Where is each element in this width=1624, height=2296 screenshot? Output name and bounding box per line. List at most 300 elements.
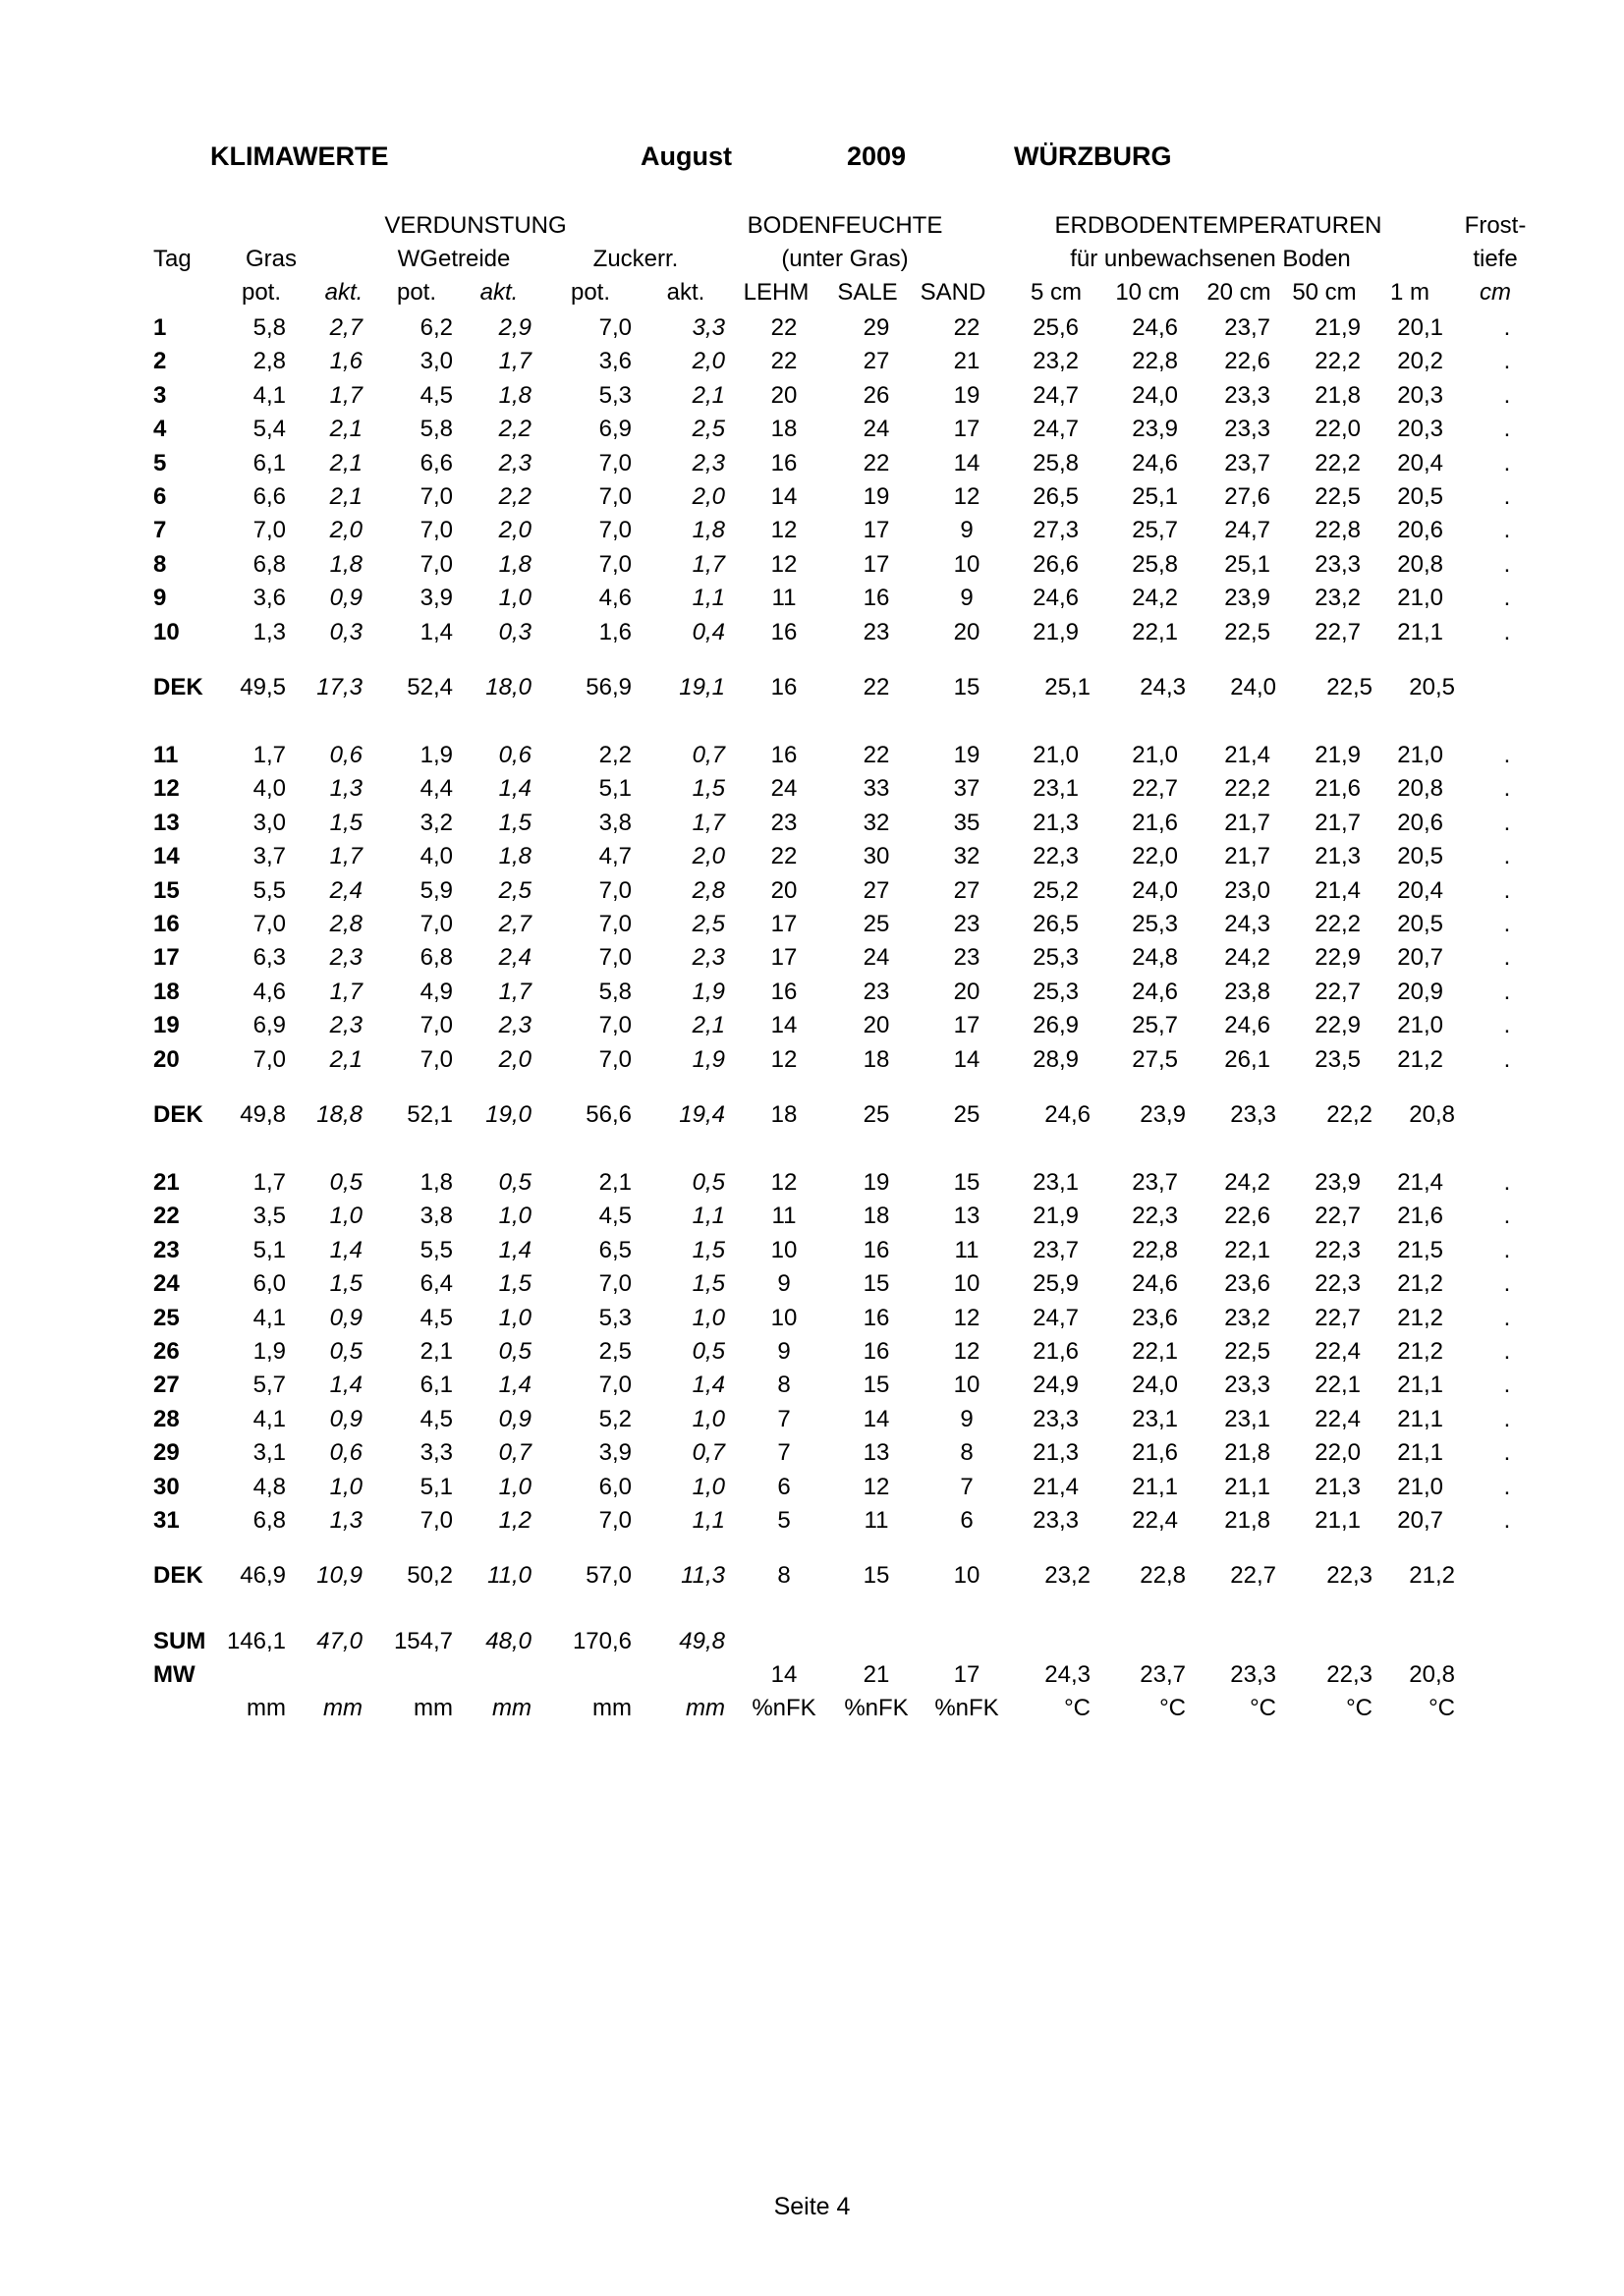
cell-lehm: 20 (770, 381, 798, 409)
cell-wgetreide-pot: 3,9 (420, 585, 453, 612)
cell-lehm: 16 (770, 742, 798, 768)
cell-gras-pot: 6,8 (252, 1507, 286, 1534)
cell-lehm: 23 (770, 809, 798, 836)
cell-temp-50cm: 22,7 (1315, 978, 1361, 1005)
cell-frost: . (1503, 978, 1511, 1005)
cell-temp-50cm: 21,3 (1315, 843, 1361, 870)
decade-summary-row (0, 1101, 1624, 1133)
cell-frost: . (1503, 1405, 1511, 1432)
decade-summary-row (0, 674, 1624, 705)
cell-frost: . (1503, 742, 1511, 768)
cell-temp-10cm: 24,2 (1132, 585, 1178, 612)
cell-wgetreide-akt: 1,8 (498, 843, 532, 870)
cell-temp-5cm: 21,4 (1033, 1473, 1079, 1500)
cell-temp-5cm: 25,3 (1033, 944, 1079, 972)
cell-temp-1m: 20,5 (1397, 483, 1443, 510)
cell-temp-5cm: 24,7 (1033, 381, 1079, 409)
cell-temp-20cm: 22,2 (1224, 775, 1270, 803)
cell-temp-20cm: 21,1 (1224, 1473, 1270, 1500)
cell-temp-10cm: 24,6 (1132, 1270, 1178, 1298)
cell-temp-20cm: 24,3 (1224, 911, 1270, 937)
cell-gras-pot: 6,3 (252, 944, 286, 972)
cell-frost: . (1503, 314, 1511, 341)
cell-temp-20cm: 23,7 (1224, 314, 1270, 341)
cell-lehm: 16 (770, 449, 798, 476)
table-row (0, 1012, 1624, 1043)
cell-temp-50cm: 22,5 (1326, 674, 1372, 700)
cell-temp-5cm: 25,3 (1033, 978, 1079, 1005)
cell-temp-5cm: 23,3 (1033, 1405, 1079, 1432)
cell-temp-20cm: 27,6 (1224, 483, 1270, 510)
cell-wgetreide-pot: 7,0 (420, 483, 453, 510)
cell-zuckerr-pot: 57,0 (586, 1562, 632, 1589)
cell-sale: 21 (863, 1661, 890, 1688)
cell-wgetreide-pot: 4,5 (420, 1304, 453, 1331)
cell-tag: 27 (153, 1372, 180, 1399)
cell-lehm: 16 (770, 674, 798, 700)
cell-tag: 9 (153, 585, 167, 612)
cell-temp-20cm: 23,9 (1224, 585, 1270, 612)
cell-sale: 23 (863, 978, 890, 1005)
cell-sand: 17 (953, 1661, 980, 1688)
cell-lehm: 22 (770, 348, 798, 375)
cell-tag: 5 (153, 449, 167, 476)
cell-temp-1m: 21,2 (1397, 1304, 1443, 1331)
cell-temp-50cm: 22,4 (1315, 1338, 1361, 1365)
cell-tag: 12 (153, 775, 180, 803)
table-row (0, 619, 1624, 650)
cell-tag: 14 (153, 843, 180, 870)
cell-temp-1m: 21,0 (1397, 742, 1443, 768)
cell-sale: 27 (863, 876, 890, 904)
cell-lehm: 12 (770, 1045, 798, 1073)
cell-frost: . (1503, 416, 1511, 443)
cell-wgetreide-akt: 2,4 (498, 944, 532, 972)
cell-lehm: %nFK (752, 1695, 816, 1721)
cell-temp-20cm: 24,2 (1224, 1169, 1270, 1196)
cell-temp-1m: 21,2 (1397, 1270, 1443, 1298)
cell-temp-10cm: 22,0 (1132, 843, 1178, 870)
cell-lehm: 7 (777, 1439, 791, 1467)
cell-wgetreide-pot: 3,2 (420, 809, 453, 836)
cell-temp-1m: 20,1 (1397, 314, 1443, 341)
cell-tag: DEK (153, 1101, 203, 1128)
cell-sale: 15 (863, 1270, 890, 1298)
cell-frost: . (1503, 1372, 1511, 1399)
cell-gras-pot: 3,1 (252, 1439, 286, 1467)
cell-temp-50cm: 22,0 (1315, 416, 1361, 443)
cell-wgetreide-pot: 4,5 (420, 1405, 453, 1432)
table-row (0, 1406, 1624, 1437)
cell-sale: 25 (863, 1101, 890, 1128)
cell-wgetreide-pot: 2,1 (420, 1338, 453, 1365)
cell-tag: 7 (153, 517, 167, 544)
cell-zuckerr-akt: mm (686, 1695, 725, 1721)
cell-wgetreide-akt: 0,9 (498, 1405, 532, 1432)
cell-gras-akt: 1,4 (329, 1372, 363, 1399)
cell-zuckerr-akt: 1,9 (692, 1045, 725, 1073)
cell-temp-50cm: 23,3 (1315, 550, 1361, 578)
cell-tag: 2 (153, 348, 167, 375)
cell-gras-akt: 1,3 (329, 1507, 363, 1534)
cell-temp-5cm: 24,9 (1033, 1372, 1079, 1399)
cell-gras-akt: 2,1 (329, 449, 363, 476)
cell-wgetreide-akt: 2,7 (498, 911, 532, 937)
cell-temp-5cm: 23,1 (1033, 1169, 1079, 1196)
header-unbewachsen: für unbewachsenen Boden (1070, 246, 1351, 272)
cell-zuckerr-pot: 56,9 (586, 674, 632, 700)
cell-gras-pot: 2,8 (252, 348, 286, 375)
cell-temp-50cm: °C (1346, 1695, 1372, 1721)
cell-tag: DEK (153, 674, 203, 700)
cell-temp-5cm: 21,6 (1033, 1338, 1079, 1365)
cell-temp-5cm: 21,9 (1033, 1203, 1079, 1230)
cell-lehm: 12 (770, 550, 798, 578)
cell-frost: . (1503, 1169, 1511, 1196)
cell-gras-akt: 1,8 (329, 550, 363, 578)
cell-frost: . (1503, 944, 1511, 972)
cell-zuckerr-akt: 2,3 (692, 449, 725, 476)
year-label: 2009 (847, 141, 907, 171)
cell-wgetreide-pot: 154,7 (393, 1628, 453, 1654)
cell-gras-pot: 146,1 (226, 1628, 286, 1654)
page-number: Seite 4 (773, 2193, 851, 2220)
cell-gras-akt: mm (323, 1695, 363, 1721)
cell-gras-akt: 17,3 (316, 674, 363, 700)
cell-gras-akt: 1,7 (329, 843, 363, 870)
cell-zuckerr-pot: 6,5 (598, 1236, 632, 1263)
cell-wgetreide-akt: 1,0 (498, 1203, 532, 1230)
cell-temp-10cm: 22,7 (1132, 775, 1178, 803)
cell-temp-10cm: 21,0 (1132, 742, 1178, 768)
table-row (0, 382, 1624, 414)
cell-sand: 15 (953, 674, 980, 700)
cell-temp-10cm: 25,7 (1132, 1012, 1178, 1039)
cell-frost: . (1503, 550, 1511, 578)
cell-zuckerr-pot: 5,2 (598, 1405, 632, 1432)
cell-tag: 24 (153, 1270, 180, 1298)
month-label: August (641, 141, 732, 171)
cell-temp-50cm: 21,9 (1315, 314, 1361, 341)
cell-zuckerr-akt: 1,5 (692, 1270, 725, 1298)
cell-gras-akt: 0,6 (329, 742, 363, 768)
header-20cm: 20 cm (1206, 279, 1271, 306)
cell-gras-pot: 6,1 (252, 449, 286, 476)
cell-lehm: 12 (770, 517, 798, 544)
cell-temp-1m: 20,3 (1397, 416, 1443, 443)
cell-gras-akt: 1,3 (329, 775, 363, 803)
cell-temp-5cm: 25,1 (1044, 674, 1091, 700)
cell-temp-1m: 20,5 (1397, 843, 1443, 870)
cell-temp-10cm: 23,9 (1140, 1101, 1186, 1128)
cell-wgetreide-pot: 7,0 (420, 1012, 453, 1039)
cell-sand: %nFK (934, 1695, 999, 1721)
cell-wgetreide-akt: 48,0 (485, 1628, 532, 1654)
cell-wgetreide-akt: 1,7 (498, 348, 532, 375)
cell-temp-1m: 21,4 (1397, 1169, 1443, 1196)
cell-zuckerr-pot: 7,0 (598, 944, 632, 972)
cell-gras-pot: 4,1 (252, 381, 286, 409)
cell-gras-akt: 0,5 (329, 1338, 363, 1365)
cell-temp-50cm: 23,2 (1315, 585, 1361, 612)
cell-sale: 12 (863, 1473, 890, 1500)
cell-lehm: 8 (777, 1372, 791, 1399)
cell-zuckerr-pot: 6,0 (598, 1473, 632, 1500)
cell-temp-50cm: 22,7 (1315, 1203, 1361, 1230)
cell-wgetreide-pot: 4,4 (420, 775, 453, 803)
cell-sale: 22 (863, 449, 890, 476)
cell-wgetreide-akt: 1,4 (498, 1372, 532, 1399)
cell-temp-5cm: 21,3 (1033, 809, 1079, 836)
cell-frost: . (1503, 348, 1511, 375)
cell-gras-pot: 3,0 (252, 809, 286, 836)
cell-sand: 32 (953, 843, 980, 870)
cell-zuckerr-akt: 1,0 (692, 1304, 725, 1331)
cell-temp-1m: 20,8 (1409, 1101, 1455, 1128)
cell-temp-10cm: 24,6 (1132, 449, 1178, 476)
cell-frost: . (1503, 1236, 1511, 1263)
cell-zuckerr-akt: 49,8 (679, 1628, 725, 1654)
header-sale: SALE (837, 279, 898, 306)
cell-sand: 17 (953, 1012, 980, 1039)
cell-zuckerr-pot: 7,0 (598, 517, 632, 544)
cell-temp-20cm: 24,6 (1224, 1012, 1270, 1039)
cell-gras-akt: 2,1 (329, 416, 363, 443)
cell-wgetreide-akt: mm (492, 1695, 532, 1721)
cell-wgetreide-pot: 50,2 (407, 1562, 453, 1589)
table-row (0, 483, 1624, 515)
decade-summary-row (0, 1562, 1624, 1594)
table-row (0, 450, 1624, 481)
cell-gras-akt: 0,6 (329, 1439, 363, 1467)
header-cm: cm (1480, 279, 1511, 306)
cell-wgetreide-akt: 11,0 (487, 1562, 532, 1589)
table-row (0, 810, 1624, 841)
cell-lehm: 14 (770, 1661, 798, 1688)
cell-gras-pot: 1,7 (252, 1169, 286, 1196)
cell-lehm: 22 (770, 843, 798, 870)
cell-temp-10cm: 25,7 (1132, 517, 1178, 544)
cell-zuckerr-akt: 1,1 (692, 585, 725, 612)
cell-sale: 17 (863, 550, 890, 578)
cell-zuckerr-pot: 3,9 (598, 1439, 632, 1467)
cell-gras-akt: 1,0 (329, 1473, 363, 1500)
cell-wgetreide-akt: 1,5 (498, 809, 532, 836)
cell-temp-5cm: 25,9 (1033, 1270, 1079, 1298)
cell-temp-5cm: 27,3 (1033, 517, 1079, 544)
cell-temp-5cm: 23,1 (1033, 775, 1079, 803)
table-row (0, 517, 1624, 548)
cell-gras-akt: 2,1 (329, 1045, 363, 1073)
cell-temp-1m: °C (1428, 1695, 1455, 1721)
table-row (0, 843, 1624, 874)
cell-wgetreide-akt: 1,5 (498, 1270, 532, 1298)
cell-tag: 8 (153, 550, 167, 578)
cell-temp-10cm: 24,3 (1140, 674, 1186, 700)
cell-temp-50cm: 21,9 (1315, 742, 1361, 768)
cell-temp-5cm: 24,6 (1033, 585, 1079, 612)
cell-zuckerr-akt: 2,8 (692, 876, 725, 904)
cell-sand: 20 (953, 978, 980, 1005)
cell-zuckerr-akt: 0,5 (692, 1338, 725, 1365)
cell-sale: 25 (863, 911, 890, 937)
cell-tag: 29 (153, 1439, 180, 1467)
cell-gras-pot: 49,5 (240, 674, 286, 700)
cell-frost: . (1503, 1507, 1511, 1534)
header-unter-gras: (unter Gras) (781, 246, 909, 272)
cell-zuckerr-pot: 5,3 (598, 381, 632, 409)
cell-wgetreide-akt: 0,6 (498, 742, 532, 768)
cell-gras-akt: 0,9 (329, 585, 363, 612)
cell-zuckerr-akt: 0,7 (692, 1439, 725, 1467)
cell-temp-50cm: 22,3 (1315, 1270, 1361, 1298)
cell-wgetreide-pot: 1,4 (420, 618, 453, 645)
cell-sand: 9 (960, 1405, 974, 1432)
cell-tag: 15 (153, 876, 180, 904)
cell-wgetreide-pot: 7,0 (420, 517, 453, 544)
cell-temp-10cm: 27,5 (1132, 1045, 1178, 1073)
cell-temp-20cm: 21,8 (1224, 1439, 1270, 1467)
cell-lehm: 10 (770, 1304, 798, 1331)
cell-zuckerr-pot: 170,6 (572, 1628, 632, 1654)
cell-temp-20cm: 25,1 (1224, 550, 1270, 578)
cell-temp-50cm: 21,3 (1315, 1473, 1361, 1500)
cell-temp-50cm: 23,9 (1315, 1169, 1361, 1196)
cell-frost: . (1503, 585, 1511, 612)
cell-zuckerr-pot: 2,1 (598, 1169, 632, 1196)
cell-sale: 13 (863, 1439, 890, 1467)
cell-zuckerr-pot: mm (592, 1695, 632, 1721)
cell-wgetreide-akt: 0,5 (498, 1169, 532, 1196)
cell-temp-20cm: 23,3 (1224, 381, 1270, 409)
cell-temp-10cm: 22,1 (1132, 618, 1178, 645)
cell-zuckerr-akt: 1,1 (692, 1203, 725, 1230)
cell-temp-50cm: 22,5 (1315, 483, 1361, 510)
cell-temp-1m: 21,1 (1397, 1439, 1443, 1467)
cell-temp-20cm: 23,3 (1230, 1661, 1276, 1688)
cell-temp-5cm: 23,2 (1033, 348, 1079, 375)
cell-sand: 11 (954, 1236, 980, 1263)
cell-gras-akt: 2,3 (329, 944, 363, 972)
cell-zuckerr-pot: 7,0 (598, 1270, 632, 1298)
cell-wgetreide-akt: 2,2 (498, 416, 532, 443)
cell-gras-pot: 4,1 (252, 1304, 286, 1331)
header-wgetreide-pot: pot. (396, 279, 437, 306)
cell-zuckerr-akt: 1,0 (692, 1473, 725, 1500)
table-row (0, 1046, 1624, 1078)
cell-temp-10cm: 24,0 (1132, 1372, 1178, 1399)
cell-zuckerr-akt: 3,3 (692, 314, 725, 341)
cell-wgetreide-akt: 1,0 (498, 585, 532, 612)
cell-zuckerr-pot: 7,0 (598, 1507, 632, 1534)
cell-wgetreide-akt: 1,8 (498, 550, 532, 578)
cell-temp-10cm: 22,8 (1132, 348, 1178, 375)
cell-zuckerr-akt: 2,1 (692, 381, 725, 409)
cell-zuckerr-akt: 1,7 (692, 809, 725, 836)
cell-wgetreide-akt: 2,9 (498, 314, 532, 341)
cell-zuckerr-pot: 5,3 (598, 1304, 632, 1331)
cell-sand: 37 (953, 775, 980, 803)
cell-temp-1m: 20,7 (1397, 944, 1443, 972)
cell-gras-akt: 2,7 (329, 314, 363, 341)
cell-gras-akt: 0,9 (329, 1304, 363, 1331)
cell-temp-1m: 20,8 (1397, 550, 1443, 578)
cell-gras-pot: 7,0 (252, 517, 286, 544)
cell-frost: . (1503, 809, 1511, 836)
cell-frost: . (1503, 876, 1511, 904)
cell-wgetreide-pot: 5,9 (420, 876, 453, 904)
cell-wgetreide-pot: 6,6 (420, 449, 453, 476)
cell-zuckerr-akt: 2,1 (692, 1012, 725, 1039)
header-1m: 1 m (1389, 279, 1430, 306)
cell-lehm: 9 (777, 1270, 791, 1298)
cell-gras-pot: 1,3 (252, 618, 286, 645)
cell-gras-akt: 47,0 (316, 1628, 363, 1654)
cell-temp-50cm: 22,9 (1315, 1012, 1361, 1039)
cell-temp-10cm: 24,6 (1132, 314, 1178, 341)
cell-sand: 8 (960, 1439, 974, 1467)
cell-gras-pot: 7,0 (252, 1045, 286, 1073)
cell-temp-10cm: 24,0 (1132, 876, 1178, 904)
cell-zuckerr-akt: 1,7 (692, 550, 725, 578)
cell-wgetreide-akt: 0,5 (498, 1338, 532, 1365)
cell-zuckerr-pot: 3,6 (598, 348, 632, 375)
cell-lehm: 11 (771, 585, 797, 612)
header-wgetreide: WGetreide (397, 246, 511, 272)
cell-frost: . (1503, 1439, 1511, 1467)
cell-temp-10cm: 24,6 (1132, 978, 1178, 1005)
cell-gras-akt: 1,5 (329, 809, 363, 836)
cell-gras-akt: 1,0 (329, 1203, 363, 1230)
cell-temp-10cm: 22,1 (1132, 1338, 1178, 1365)
cell-zuckerr-akt: 2,0 (692, 348, 725, 375)
cell-wgetreide-akt: 2,0 (498, 517, 532, 544)
cell-sand: 12 (953, 483, 980, 510)
cell-wgetreide-pot: 52,1 (407, 1101, 453, 1128)
cell-gras-pot: 4,8 (252, 1473, 286, 1500)
header-tag: Tag (153, 246, 192, 272)
cell-temp-10cm: 23,1 (1132, 1405, 1178, 1432)
cell-sand: 10 (953, 1270, 980, 1298)
cell-sale: 30 (863, 843, 890, 870)
cell-zuckerr-akt: 1,1 (692, 1507, 725, 1534)
cell-temp-20cm: 21,4 (1224, 742, 1270, 768)
cell-zuckerr-pot: 3,8 (598, 809, 632, 836)
cell-tag: 22 (153, 1203, 180, 1230)
cell-temp-1m: 21,0 (1397, 585, 1443, 612)
cell-gras-akt: 1,7 (329, 978, 363, 1005)
cell-frost: . (1503, 911, 1511, 937)
cell-zuckerr-akt: 1,9 (692, 978, 725, 1005)
cell-sand: 14 (953, 449, 980, 476)
cell-temp-5cm: 28,9 (1033, 1045, 1079, 1073)
cell-sand: 12 (953, 1338, 980, 1365)
cell-wgetreide-akt: 2,0 (498, 1045, 532, 1073)
cell-temp-10cm: 25,3 (1132, 911, 1178, 937)
cell-sand: 10 (953, 1562, 980, 1589)
cell-wgetreide-pot: 4,9 (420, 978, 453, 1005)
cell-zuckerr-akt: 1,4 (692, 1372, 725, 1399)
cell-wgetreide-pot: 6,2 (420, 314, 453, 341)
cell-temp-20cm: 23,1 (1224, 1405, 1270, 1432)
cell-frost: . (1503, 1203, 1511, 1230)
cell-zuckerr-akt: 19,1 (679, 674, 725, 700)
cell-temp-5cm: 26,5 (1033, 911, 1079, 937)
table-row (0, 1439, 1624, 1471)
cell-lehm: 14 (770, 1012, 798, 1039)
cell-temp-10cm: 25,1 (1132, 483, 1178, 510)
cell-sale: 27 (863, 348, 890, 375)
